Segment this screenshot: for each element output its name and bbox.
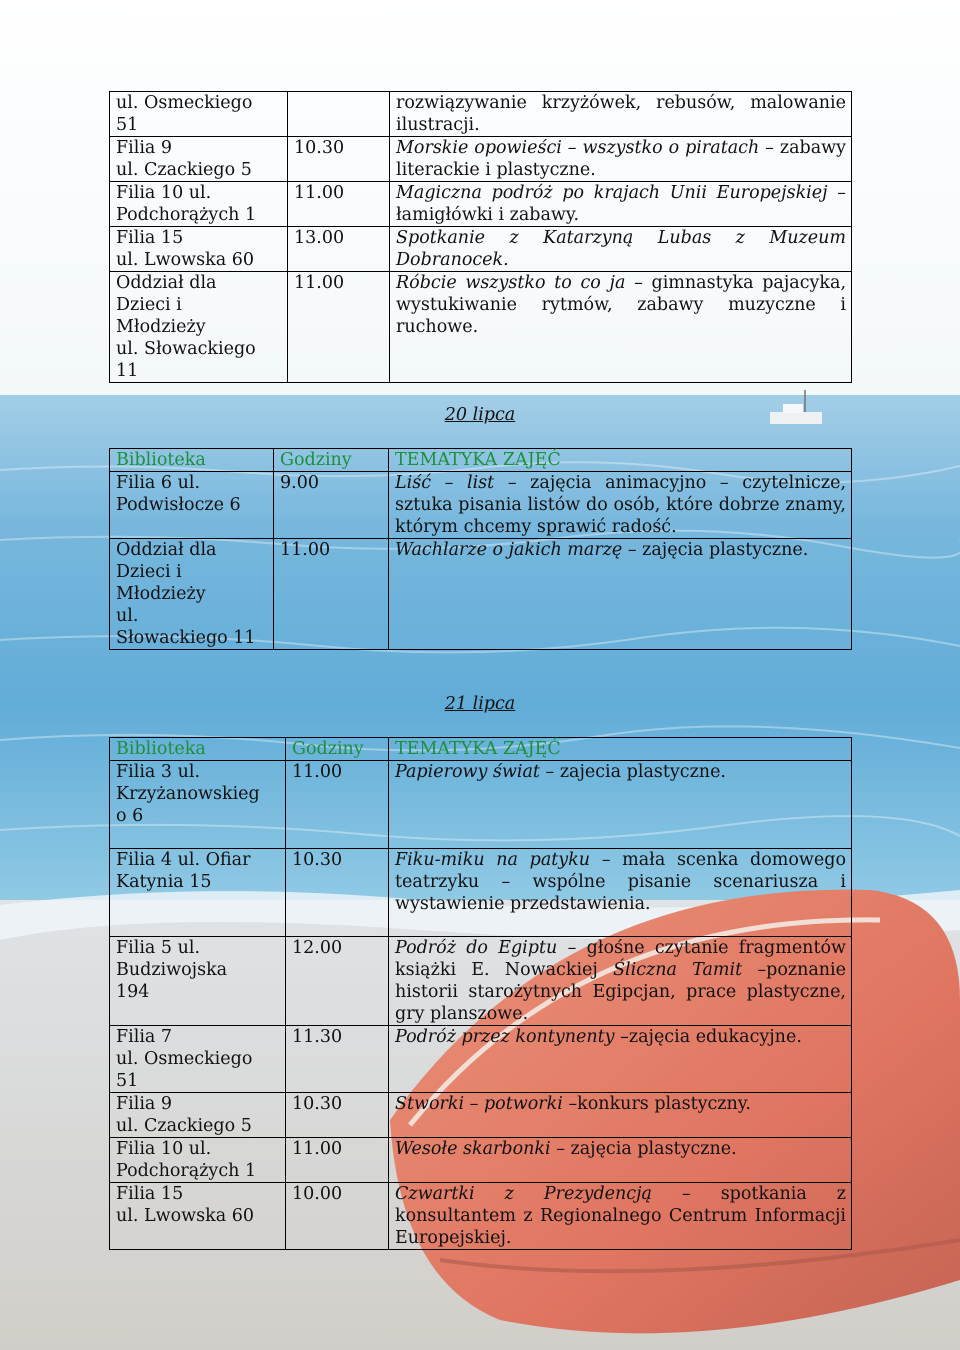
topic-description: – głośne czytanie fragmentów książki E. Nowackiej: [395, 938, 846, 980]
topic-title: Wachlarze o jakich marzę: [395, 540, 623, 560]
topic-cell: [390, 227, 852, 272]
library-cell: [110, 937, 286, 1026]
topic-title: Podróż do Egiptu: [395, 938, 558, 958]
topic-cell: [389, 1183, 852, 1250]
library-address-line: Filia 9: [116, 138, 173, 158]
library-address-line: 51: [116, 1071, 139, 1091]
time-cell: 12.00: [286, 937, 389, 1026]
library-address-line: ul. Słowackiego: [116, 339, 256, 359]
time-cell: 10.30: [286, 849, 389, 937]
topic-title: Fiku-miku na patyku: [395, 850, 591, 870]
library-address-line: ul.: [116, 606, 139, 626]
library-address-line: Podchorążych 1: [116, 1161, 257, 1181]
library-address-line: Filia 10 ul.: [116, 1139, 212, 1159]
time-cell: 11.30: [286, 1026, 389, 1093]
table-row: [110, 227, 852, 272]
topic-description: – gimnastyka pajacyka, wystukiwanie rytmów, zabawy muzyczne i ruchowe.: [396, 273, 847, 337]
topic-title: Papierowy świat: [395, 762, 540, 782]
library-address-line: Oddział dla: [116, 540, 217, 560]
topic-cell: [390, 92, 852, 137]
table-row: [110, 849, 852, 937]
library-address-line: Filia 7: [116, 1027, 173, 1047]
topic-title: Stworki – potworki: [395, 1094, 563, 1114]
library-address-line: Młodzieży: [116, 584, 206, 604]
library-address-line: Filia 15: [116, 228, 184, 248]
table-row: [110, 472, 852, 539]
library-cell: [110, 227, 288, 272]
topic-title: Śliczna Tamit: [613, 960, 743, 980]
table-row: [110, 1093, 852, 1138]
time-cell: 9.00: [274, 472, 389, 539]
library-address-line: 194: [116, 982, 150, 1002]
time-cell: 11.00: [288, 182, 390, 227]
time-cell: 11.00: [286, 761, 389, 849]
table-row: [110, 761, 852, 849]
library-address-line: 51: [116, 115, 139, 135]
topic-description: – zajęcia plastyczne.: [622, 540, 809, 560]
topic-title: Wesołe skarbonki: [395, 1139, 551, 1159]
topic-description: –zajęcia edukacyjne.: [614, 1027, 802, 1047]
topic-description: zabawy literackie i plastyczne.: [396, 138, 847, 180]
table-row: [110, 92, 852, 137]
topic-title: Liść – list: [395, 473, 495, 493]
library-address-line: Młodzieży: [116, 317, 206, 337]
topic-cell: [390, 137, 852, 182]
library-address-line: Słowackiego 11: [116, 628, 256, 648]
topic-cell: [389, 1093, 852, 1138]
topic-cell: [390, 182, 852, 227]
header-godziny: Godziny: [274, 449, 389, 472]
topic-cell: [389, 849, 852, 937]
header-biblioteka: Biblioteka: [110, 738, 286, 761]
header-godziny: Godziny: [286, 738, 389, 761]
time-cell: [288, 92, 390, 137]
topic-description: –poznanie historii starożytnych Egipcjan, prace plastyczne, gry planszowe.: [395, 960, 847, 1024]
schedule-table-20-lipca: [109, 448, 852, 650]
topic-cell: [389, 1026, 852, 1093]
library-address-line: Filia 15: [116, 1184, 184, 1204]
library-address-line: Filia 10 ul.: [116, 183, 212, 203]
time-cell: 10.00: [286, 1183, 389, 1250]
table-row: [110, 1183, 852, 1250]
library-address-line: Dzieci i: [116, 295, 182, 315]
table-header-row: [110, 449, 852, 472]
topic-cell: [390, 272, 852, 383]
library-address-line: ul. Czackiego 5: [116, 1116, 252, 1136]
topic-cell: [389, 1138, 852, 1183]
library-address-line: Podwisłocze 6: [116, 495, 241, 515]
library-cell: [110, 137, 288, 182]
library-cell: [110, 472, 274, 539]
library-address-line: Filia 9: [116, 1094, 173, 1114]
topic-description: rozwiązywanie krzyżówek, rebusów, malowanie ilustracji.: [396, 93, 846, 135]
library-cell: [110, 1183, 286, 1250]
topic-cell: [389, 472, 852, 539]
library-cell: [110, 1138, 286, 1183]
time-cell: 11.00: [288, 272, 390, 383]
topic-description: – zajęcia animacyjno – czytelnicze, sztuka pisania listów do osób, które dobrze znamy, którym chcemy sprawić radość.: [395, 473, 847, 537]
library-address-line: Podchorążych 1: [116, 205, 257, 225]
topic-title: Czwartki z Prezydencją: [395, 1184, 652, 1204]
table-row: [110, 1026, 852, 1093]
topic-description: – spotkania z konsultantem z Regionalnego Centrum Informacji Europejskiej.: [395, 1184, 846, 1248]
header-biblioteka: Biblioteka: [110, 449, 274, 472]
time-cell: 13.00: [288, 227, 390, 272]
schedule-table-continued: [109, 91, 852, 383]
date-heading-20-lipca: 20 lipca: [444, 405, 516, 425]
time-cell: 11.00: [286, 1138, 389, 1183]
schedule-table-21-lipca: [109, 737, 852, 1250]
library-address-line: Oddział dla: [116, 273, 217, 293]
time-cell: 10.30: [286, 1093, 389, 1138]
library-address-line: o 6: [116, 806, 144, 826]
library-address-line: Krzyżanowskieg: [116, 784, 260, 804]
time-cell: 10.30: [288, 137, 390, 182]
library-address-line: ul. Czackiego 5: [116, 160, 252, 180]
topic-description: – mała scenka domowego teatrzyku – wspólne pisanie scenariusza i wystawienie przedstawienia.: [395, 850, 846, 914]
table-row: [110, 937, 852, 1026]
topic-title: Morskie opowieści – wszystko o piratach –: [396, 138, 774, 158]
library-address-line: Filia 3 ul.: [116, 762, 201, 782]
library-address-line: ul. Osmeckiego: [116, 93, 253, 113]
header-tematyka: TEMATYKA ZAJĘĆ: [389, 738, 852, 761]
topic-description: – zajęcia plastyczne.: [550, 1139, 737, 1159]
date-heading-21-lipca: 21 lipca: [444, 694, 516, 714]
library-address-line: Budziwojska: [116, 960, 228, 980]
library-address-line: 11: [116, 361, 139, 381]
topic-description: – zajecia plastyczne.: [539, 762, 726, 782]
topic-title: Magiczna podróż po krajach Unii Europejskiej –: [396, 183, 846, 203]
library-cell: [110, 761, 286, 849]
library-address-line: Filia 5 ul.: [116, 938, 201, 958]
library-cell: [110, 849, 286, 937]
library-address-line: Dzieci i: [116, 562, 182, 582]
table-header-row: [110, 738, 852, 761]
library-address-line: Katynia 15: [116, 872, 212, 892]
table-row: [110, 1138, 852, 1183]
time-cell: 11.00: [274, 539, 389, 650]
library-cell: [110, 539, 274, 650]
topic-title: Spotkanie z Katarzyną Lubas z Muzeum Dobranocek.: [396, 228, 846, 270]
library-address-line: ul. Lwowska 60: [116, 1206, 254, 1226]
library-address-line: ul. Lwowska 60: [116, 250, 254, 270]
topic-title: Róbcie wszystko to co ja: [396, 273, 626, 293]
library-cell: [110, 272, 288, 383]
library-cell: [110, 1093, 286, 1138]
library-address-line: ul. Osmeckiego: [116, 1049, 253, 1069]
table-row: [110, 539, 852, 650]
table-row: [110, 272, 852, 383]
topic-cell: [389, 937, 852, 1026]
header-tematyka: TEMATYKA ZAJĘĆ: [389, 449, 852, 472]
library-address-line: Filia 6 ul.: [116, 473, 201, 493]
library-cell: [110, 1026, 286, 1093]
library-address-line: Filia 4 ul. Ofiar: [116, 850, 251, 870]
table-row: [110, 182, 852, 227]
topic-description: –konkurs plastyczny.: [562, 1094, 751, 1114]
topic-cell: [389, 761, 852, 849]
table-row: [110, 137, 852, 182]
topic-cell: [389, 539, 852, 650]
library-cell: [110, 92, 288, 137]
topic-description: łamigłówki i zabawy.: [396, 205, 580, 225]
topic-title: Podróż przez kontynenty: [395, 1027, 615, 1047]
library-cell: [110, 182, 288, 227]
